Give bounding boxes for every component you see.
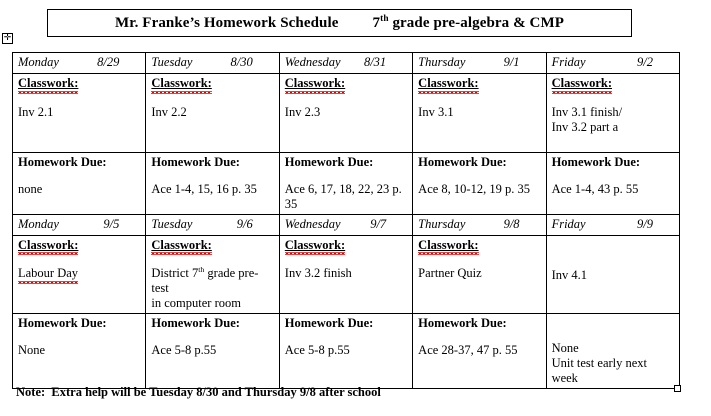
day-date: 8/30: [230, 55, 253, 69]
day-name: Wednesday: [284, 216, 341, 231]
homework-cell[interactable]: [146, 314, 279, 389]
day-date: 9/7: [370, 216, 387, 231]
homework-content: [418, 343, 541, 358]
day-date: 8/31: [363, 55, 387, 69]
day-name: Monday: [18, 216, 59, 231]
classwork-label: Classwork:: [151, 76, 212, 90]
classwork-cell[interactable]: [146, 235, 279, 314]
homework-content: [418, 182, 541, 197]
table-row: [13, 235, 680, 314]
homework-cell[interactable]: [413, 153, 546, 215]
table-resize-handle-icon[interactable]: [674, 385, 681, 392]
homework-label: Homework Due:: [151, 155, 240, 169]
homework-label: Homework Due:: [151, 316, 240, 331]
classwork-label: Classwork:: [284, 237, 346, 252]
homework-cell[interactable]: [13, 153, 146, 215]
classwork-label: Classwork:: [284, 76, 346, 90]
classwork-cell[interactable]: [279, 235, 412, 314]
day-header-cell: [413, 214, 546, 235]
day-date: 9/8: [503, 216, 520, 231]
day-name: Thursday: [418, 216, 466, 231]
classwork-content: [151, 266, 274, 311]
day-name: Tuesday: [151, 55, 193, 69]
content-line: Ace 6, 17, 18, 22, 23 p. 35: [284, 181, 402, 211]
day-date: 8/29: [97, 55, 120, 69]
classwork-content: [285, 266, 408, 281]
classwork-content: [151, 105, 274, 120]
homework-label: Homework Due:: [418, 155, 507, 169]
homework-cell[interactable]: [146, 153, 279, 215]
day-date: 9/9: [636, 216, 653, 231]
classwork-cell[interactable]: [13, 235, 146, 314]
classwork-content: [418, 266, 541, 281]
day-header-cell: [546, 214, 679, 235]
content-line: None: [551, 341, 579, 356]
classwork-cell[interactable]: [146, 74, 279, 153]
content-line: Ace 28-37, 47 p. 55: [418, 342, 518, 357]
schedule-title-box: [47, 9, 632, 37]
classwork-content: [552, 268, 675, 283]
day-name: Thursday: [418, 55, 466, 69]
content-line: Ace 8, 10-12, 19 p. 35: [418, 181, 530, 196]
homework-content: [18, 343, 141, 358]
homework-cell[interactable]: [546, 314, 679, 389]
homework-label: Homework Due:: [284, 155, 374, 169]
content-line: Inv 2.2: [151, 104, 187, 119]
content-line: Ace 5-8 p.55: [151, 342, 217, 357]
classwork-content: [552, 105, 675, 135]
table-row: [13, 214, 680, 235]
table-row: [13, 74, 680, 153]
content-line: Ace 1-4, 43 p. 55: [551, 181, 639, 196]
day-name: Wednesday: [284, 55, 341, 69]
homework-cell[interactable]: [279, 153, 412, 215]
classwork-label: Classwork:: [551, 76, 612, 90]
content-line: Inv 3.1: [418, 104, 454, 119]
content-line: Inv 3.2 finish: [284, 266, 352, 281]
homework-content: [552, 182, 675, 197]
day-header-cell: [146, 214, 279, 235]
classwork-label: Classwork:: [418, 76, 479, 90]
classwork-content: [418, 105, 541, 120]
homework-label: Homework Due:: [551, 155, 641, 169]
content-line: Unit test early next week: [551, 356, 648, 386]
classwork-cell[interactable]: [413, 235, 546, 314]
day-header-cell: [413, 53, 546, 74]
day-header-cell: [279, 53, 412, 74]
day-date: 9/6: [236, 216, 253, 231]
classwork-content: [18, 105, 141, 120]
content-line: Inv 2.3: [284, 104, 321, 119]
content-line: Inv 3.2 part a: [551, 119, 619, 134]
classwork-label: Classwork:: [418, 237, 479, 252]
content-line: Labour Day: [18, 266, 79, 281]
content-line: Ace 1-4, 15, 16 p. 35: [151, 181, 257, 196]
homework-content: [151, 182, 274, 197]
classwork-cell[interactable]: [279, 74, 412, 153]
page-title: [115, 15, 564, 32]
classwork-label: Classwork:: [18, 76, 79, 90]
day-header-cell: [546, 53, 679, 74]
homework-content: [151, 343, 274, 358]
homework-label: Homework Due:: [418, 316, 507, 331]
homework-content: [285, 343, 408, 358]
day-header-cell: [13, 214, 146, 235]
content-line: Inv 3.1 finish/: [551, 104, 623, 119]
content-line: in computer room: [151, 296, 241, 311]
homework-content: [285, 182, 408, 212]
day-header-cell: [279, 214, 412, 235]
homework-label: Homework Due:: [284, 316, 374, 331]
homework-cell[interactable]: [413, 314, 546, 389]
homework-schedule-table: [12, 52, 680, 389]
title-course-number: 7: [372, 14, 381, 31]
classwork-content: [18, 266, 141, 281]
content-line: Inv 2.1: [18, 104, 54, 119]
title-course-text: grade pre-algebra & CMP: [388, 14, 565, 31]
table-row: [13, 53, 680, 74]
homework-content: [552, 341, 675, 386]
title-teacher-text: Mr. Franke’s Homework Schedule: [114, 14, 339, 31]
content-line: Ace 5-8 p.55: [284, 342, 350, 357]
day-date: 9/2: [636, 55, 653, 69]
title-course-ordinal: th: [380, 13, 389, 24]
homework-cell[interactable]: [546, 153, 679, 215]
classwork-label: Classwork:: [151, 237, 212, 252]
day-name: Friday: [551, 216, 586, 231]
classwork-cell[interactable]: [546, 74, 679, 153]
day-date: 9/1: [503, 55, 520, 69]
day-header-cell: [146, 53, 279, 74]
table-row: [13, 153, 680, 215]
content-line: None: [18, 342, 46, 357]
classwork-cell[interactable]: [13, 74, 146, 153]
day-date: 9/5: [103, 216, 120, 231]
content-line: Partner Quiz: [418, 266, 482, 281]
table-row: [13, 314, 680, 389]
classwork-cell[interactable]: [546, 235, 679, 314]
homework-cell[interactable]: [279, 314, 412, 389]
homework-label: Homework Due:: [18, 155, 107, 169]
classwork-cell[interactable]: [413, 74, 546, 153]
day-name: Tuesday: [151, 216, 193, 231]
day-name: Friday: [551, 55, 586, 69]
classwork-content: [285, 105, 408, 120]
table-move-handle-icon[interactable]: ✛: [3, 33, 12, 43]
day-name: Monday: [18, 55, 59, 69]
homework-label: Homework Due:: [18, 316, 107, 331]
homework-cell[interactable]: [13, 314, 146, 389]
content-line: District 7th grade pre-test: [151, 265, 259, 296]
content-line: Inv 4.1: [551, 267, 587, 282]
classwork-label: Classwork:: [18, 237, 79, 252]
day-header-cell: [13, 53, 146, 74]
content-line: none: [18, 181, 43, 196]
homework-content: [18, 182, 141, 197]
footer-note: Note: Extra help will be Tuesday 8/30 and Thursday 9/8 after school: [16, 385, 381, 399]
